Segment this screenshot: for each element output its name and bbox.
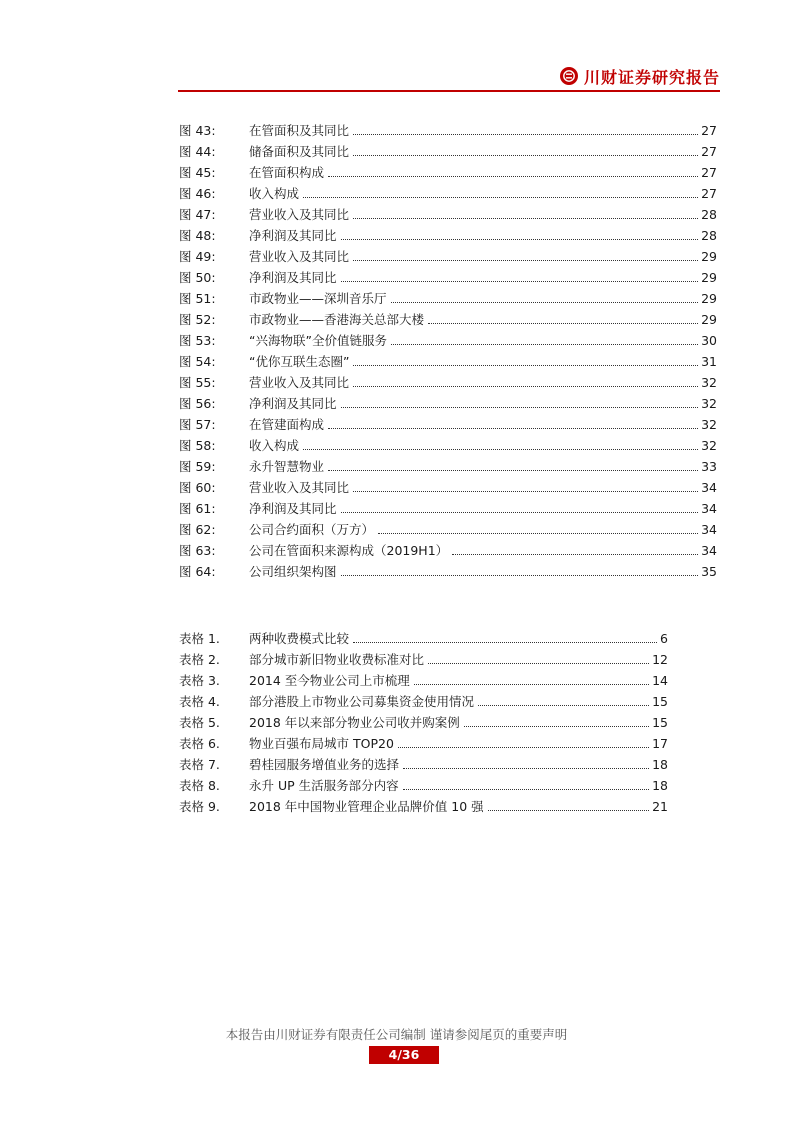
entry-title: 营业收入及其同比 bbox=[249, 480, 350, 495]
entry-title: 永升 UP 生活服务部分内容 bbox=[249, 778, 399, 793]
toc-entry[interactable] bbox=[179, 416, 717, 434]
entry-label: 图 53: bbox=[179, 333, 216, 348]
entry-title: 两种收费模式比较 bbox=[249, 631, 350, 646]
brand bbox=[560, 65, 720, 87]
toc-entry[interactable] bbox=[179, 521, 717, 539]
dot-leader bbox=[303, 449, 698, 450]
dot-leader bbox=[328, 176, 698, 177]
dot-leader bbox=[464, 726, 649, 727]
entry-page: 31 bbox=[701, 354, 717, 369]
dot-leader bbox=[403, 768, 649, 769]
dot-leader bbox=[478, 705, 649, 706]
toc-entry[interactable] bbox=[179, 374, 717, 392]
toc-entry[interactable] bbox=[179, 332, 717, 350]
entry-label: 表格 1. bbox=[179, 631, 220, 646]
toc-entry[interactable] bbox=[179, 693, 668, 711]
entry-page: 28 bbox=[701, 207, 717, 222]
entry-title: 在管面积及其同比 bbox=[249, 123, 350, 138]
entry-label: 图 46: bbox=[179, 186, 216, 201]
entry-label: 图 52: bbox=[179, 312, 216, 327]
toc-entry[interactable] bbox=[179, 290, 717, 308]
toc-entry[interactable] bbox=[179, 122, 717, 140]
entry-title: 营业收入及其同比 bbox=[249, 375, 350, 390]
dot-leader bbox=[391, 344, 698, 345]
toc-entry[interactable] bbox=[179, 735, 668, 753]
entry-label: 图 51: bbox=[179, 291, 216, 306]
entry-label: 图 45: bbox=[179, 165, 216, 180]
brand-name: 川财证券研究报告 bbox=[583, 67, 720, 87]
entry-page: 30 bbox=[701, 333, 717, 348]
entry-label: 图 47: bbox=[179, 207, 216, 222]
dot-leader bbox=[341, 512, 699, 513]
entry-label: 表格 8. bbox=[179, 778, 220, 793]
entry-page: 34 bbox=[701, 522, 717, 537]
toc-entry[interactable] bbox=[179, 630, 668, 648]
entry-label: 图 64: bbox=[179, 564, 216, 579]
entry-label: 图 44: bbox=[179, 144, 216, 159]
dot-leader bbox=[403, 789, 649, 790]
entry-page: 32 bbox=[701, 417, 717, 432]
entry-label: 表格 5. bbox=[179, 715, 220, 730]
entry-page: 29 bbox=[701, 291, 717, 306]
dot-leader bbox=[353, 155, 698, 156]
entry-label: 图 49: bbox=[179, 249, 216, 264]
dot-leader bbox=[398, 747, 649, 748]
footer-disclaimer: 本报告由川财证券有限责任公司编制 谨请参阅尾页的重要声明 bbox=[225, 1027, 568, 1042]
entry-label: 表格 9. bbox=[179, 799, 220, 814]
entry-title: 永升智慧物业 bbox=[249, 459, 325, 474]
dot-leader bbox=[428, 663, 649, 664]
entry-page: 18 bbox=[652, 778, 668, 793]
entry-page: 18 bbox=[652, 757, 668, 772]
dot-leader bbox=[353, 134, 698, 135]
entry-page: 6 bbox=[660, 631, 668, 646]
dot-leader bbox=[414, 684, 649, 685]
entry-label: 表格 2. bbox=[179, 652, 220, 667]
entry-page: 21 bbox=[652, 799, 668, 814]
entry-label: 图 50: bbox=[179, 270, 216, 285]
entry-page: 17 bbox=[652, 736, 668, 751]
dot-leader bbox=[353, 365, 698, 366]
entry-title: 收入构成 bbox=[249, 438, 300, 453]
entry-title: “优你互联生态圈” bbox=[249, 354, 350, 369]
toc-entry[interactable] bbox=[179, 798, 668, 816]
toc-entry[interactable] bbox=[179, 395, 717, 413]
entry-label: 图 56: bbox=[179, 396, 216, 411]
entry-label: 图 54: bbox=[179, 354, 216, 369]
entry-page: 29 bbox=[701, 249, 717, 264]
entry-page: 34 bbox=[701, 480, 717, 495]
entry-title: 净利润及其同比 bbox=[249, 396, 337, 411]
entry-page: 32 bbox=[701, 375, 717, 390]
entry-label: 图 61: bbox=[179, 501, 216, 516]
toc-entry[interactable] bbox=[179, 458, 717, 476]
dot-leader bbox=[391, 302, 699, 303]
dot-leader bbox=[378, 533, 698, 534]
entry-title: 在管建面构成 bbox=[249, 417, 325, 432]
entry-label: 表格 6. bbox=[179, 736, 220, 751]
toc-entry[interactable] bbox=[179, 227, 717, 245]
page-header bbox=[178, 62, 720, 92]
toc-entry[interactable] bbox=[179, 437, 717, 455]
toc-entry[interactable] bbox=[179, 269, 717, 287]
entry-page: 29 bbox=[701, 270, 717, 285]
entry-page: 28 bbox=[701, 228, 717, 243]
entry-title: 市政物业——深圳音乐厅 bbox=[249, 291, 387, 306]
dot-leader bbox=[353, 218, 698, 219]
entry-title: 物业百强布局城市 TOP20 bbox=[249, 736, 394, 751]
entry-title: 收入构成 bbox=[249, 186, 300, 201]
entry-page: 27 bbox=[701, 186, 717, 201]
entry-page: 27 bbox=[701, 123, 717, 138]
entry-page: 27 bbox=[701, 165, 717, 180]
dot-leader bbox=[341, 575, 699, 576]
entry-label: 图 57: bbox=[179, 417, 216, 432]
entry-title: 在管面积构成 bbox=[249, 165, 325, 180]
entry-title: 净利润及其同比 bbox=[249, 501, 337, 516]
entry-label: 图 62: bbox=[179, 522, 216, 537]
entry-title: 部分城市新旧物业收费标准对比 bbox=[249, 652, 425, 667]
entry-page: 14 bbox=[652, 673, 668, 688]
dot-leader bbox=[303, 197, 698, 198]
page-number-badge: 4/36 bbox=[369, 1046, 439, 1064]
chuancai-logo-icon bbox=[560, 67, 578, 85]
toc-entry[interactable] bbox=[179, 651, 668, 669]
dot-leader bbox=[488, 810, 649, 811]
toc-entry[interactable] bbox=[179, 185, 717, 203]
toc-entry[interactable] bbox=[179, 542, 717, 560]
entry-title: 2018 年以来部分物业公司收并购案例 bbox=[249, 715, 460, 730]
dot-leader bbox=[353, 386, 698, 387]
toc-entry[interactable] bbox=[179, 563, 717, 581]
entry-page: 34 bbox=[701, 543, 717, 558]
entry-page: 33 bbox=[701, 459, 717, 474]
toc-entry[interactable] bbox=[179, 353, 717, 371]
dot-leader bbox=[353, 642, 657, 643]
toc-entry[interactable] bbox=[179, 311, 717, 329]
entry-page: 35 bbox=[701, 564, 717, 579]
entry-title: 净利润及其同比 bbox=[249, 270, 337, 285]
toc-entry[interactable] bbox=[179, 500, 717, 518]
dot-leader bbox=[328, 428, 698, 429]
entry-label: 图 58: bbox=[179, 438, 216, 453]
dot-leader bbox=[353, 260, 698, 261]
entry-label: 表格 3. bbox=[179, 673, 220, 688]
toc-entry[interactable] bbox=[179, 248, 717, 266]
dot-leader bbox=[328, 470, 698, 471]
entry-title: 公司组织架构图 bbox=[249, 564, 337, 579]
entry-label: 表格 7. bbox=[179, 757, 220, 772]
toc-entry[interactable] bbox=[179, 164, 717, 182]
dot-leader bbox=[452, 554, 698, 555]
entry-title: 储备面积及其同比 bbox=[249, 144, 350, 159]
entry-page: 15 bbox=[652, 715, 668, 730]
dot-leader bbox=[341, 281, 699, 282]
toc-entry[interactable] bbox=[179, 479, 717, 497]
entry-page: 27 bbox=[701, 144, 717, 159]
entry-title: 净利润及其同比 bbox=[249, 228, 337, 243]
entry-title: “兴海物联”全价值链服务 bbox=[249, 333, 387, 348]
toc-entry[interactable] bbox=[179, 777, 668, 795]
entry-title: 公司合约面积（万方） bbox=[249, 522, 375, 537]
toc-entry[interactable] bbox=[179, 672, 668, 690]
entry-title: 公司在管面积来源构成（2019H1） bbox=[249, 543, 449, 558]
entry-title: 营业收入及其同比 bbox=[249, 207, 350, 222]
toc-entry[interactable] bbox=[179, 756, 668, 774]
entry-page: 29 bbox=[701, 312, 717, 327]
entry-label: 图 60: bbox=[179, 480, 216, 495]
entry-label: 图 59: bbox=[179, 459, 216, 474]
dot-leader bbox=[341, 407, 699, 408]
entry-page: 34 bbox=[701, 501, 717, 516]
dot-leader bbox=[353, 491, 698, 492]
entry-title: 营业收入及其同比 bbox=[249, 249, 350, 264]
entry-page: 32 bbox=[701, 396, 717, 411]
toc-entry[interactable] bbox=[179, 143, 717, 161]
entry-title: 2014 至今物业公司上市梳理 bbox=[249, 673, 410, 688]
toc-entry[interactable] bbox=[179, 206, 717, 224]
toc-entry[interactable] bbox=[179, 714, 668, 732]
entry-title: 部分港股上市物业公司募集资金使用情况 bbox=[249, 694, 475, 709]
entry-page: 32 bbox=[701, 438, 717, 453]
entry-label: 图 55: bbox=[179, 375, 216, 390]
entry-page: 12 bbox=[652, 652, 668, 667]
entry-label: 图 63: bbox=[179, 543, 216, 558]
entry-page: 15 bbox=[652, 694, 668, 709]
entry-label: 图 48: bbox=[179, 228, 216, 243]
entry-label: 图 43: bbox=[179, 123, 216, 138]
entry-label: 表格 4. bbox=[179, 694, 220, 709]
entry-title: 碧桂园服务增值业务的选择 bbox=[249, 757, 400, 772]
entry-title: 市政物业——香港海关总部大楼 bbox=[249, 312, 425, 327]
dot-leader bbox=[341, 239, 699, 240]
dot-leader bbox=[428, 323, 698, 324]
entry-title: 2018 年中国物业管理企业品牌价值 10 强 bbox=[249, 799, 484, 814]
